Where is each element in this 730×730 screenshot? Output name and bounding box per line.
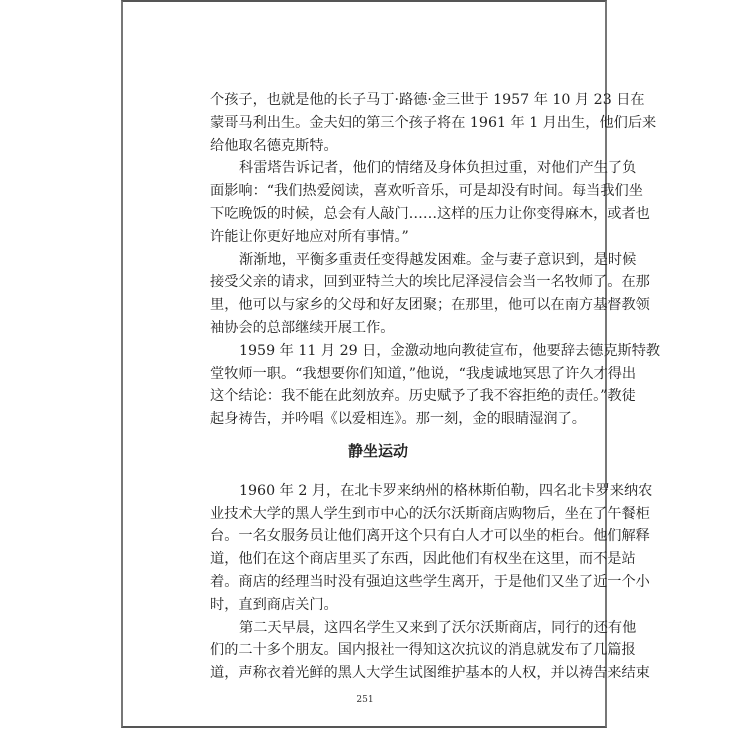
text-line: 1960 年 2 月，在北卡罗来纳州的格林斯伯勒，四名北卡罗来纳农	[239, 482, 653, 499]
text-line: 第二天早晨，这四名学生又来到了沃尔沃斯商店，同行的还有他	[239, 619, 637, 636]
text-line: 道，他们在这个商店里买了东西，因此他们有权坐在这里，而不是站	[210, 551, 636, 568]
text-line: 1959 年 11 月 29 日，金激动地向教徒宣布，他要辞去德克斯特教	[239, 342, 661, 359]
text-line: 接受父亲的请求，回到亚特兰大的埃比尼泽浸信会当一名牧师了。在那	[210, 274, 650, 291]
text-line: 袖协会的总部继续开展工作。	[210, 319, 395, 336]
text-line: 科雷塔告诉记者，他们的情绪及身体负担过重，对他们产生了负	[239, 160, 637, 177]
text-line: 业技术大学的黑人学生到市中心的沃尔沃斯商店购物后，坐在了午餐柜	[210, 505, 650, 522]
text-line: 给他取名德克斯特。	[210, 137, 338, 154]
paragraph	[210, 157, 650, 248]
text-line: 台。一名女服务员让他们离开这个只有白人才可以坐的柜台。他们解释	[210, 528, 650, 545]
text-line: 许能让你更好地应对所有事情。”	[210, 228, 409, 245]
text-line: 道，声称衣着光鲜的黑人大学生试图维护基本的人权，并以祷告来结束	[210, 665, 650, 682]
paragraph	[210, 340, 661, 431]
paragraph	[210, 617, 650, 685]
text-line: 面影响：“我们热爱阅读，喜欢听音乐，可是却没有时间。每当我们坐	[210, 183, 643, 200]
text-column	[210, 89, 661, 685]
section-heading: 静坐运动	[347, 441, 408, 460]
text-line: 时，直到商店关门。	[210, 596, 338, 613]
text-line: 下吃晚饭的时候，总会有人敲门……这样的压力让你变得麻木，或者也	[210, 205, 650, 222]
text-line: 蒙哥马利出生。金夫妇的第三个孩子将在 1961 年 1 月出生，他们后来	[210, 114, 657, 131]
text-line: 起身祷告，并吟唱《以爱相连》。那一刻，金的眼睛湿润了。	[210, 411, 586, 428]
text-line: 个孩子，也就是他的长子马丁·路德·金三世于 1957 年 10 月 23 日在	[210, 92, 645, 108]
text-line: 这个结论：我不能在此刻放弃。历史赋予了我不容拒绝的责任。”教徒	[210, 388, 636, 405]
page-number: 251	[356, 695, 374, 705]
text-line: 里，他可以与家乡的父母和好友团聚；在那里，他可以在南方基督教领	[210, 297, 650, 314]
paragraph	[210, 480, 653, 617]
text-line: 着。商店的经理当时没有强迫这些学生离开，于是他们又坐了近一个小	[210, 573, 650, 590]
text-line: 们的二十多个朋友。国内报社一得知这次抗议的消息就发布了几篇报	[210, 642, 636, 659]
paragraph	[210, 249, 650, 340]
paragraph	[210, 89, 657, 157]
text-line: 渐渐地，平衡多重责任变得越发困难。金与妻子意识到，是时候	[239, 251, 637, 268]
text-line: 堂牧师一职。“我想要你们知道，”他说，“我虔诚地冥思了许久才得出	[210, 365, 637, 382]
